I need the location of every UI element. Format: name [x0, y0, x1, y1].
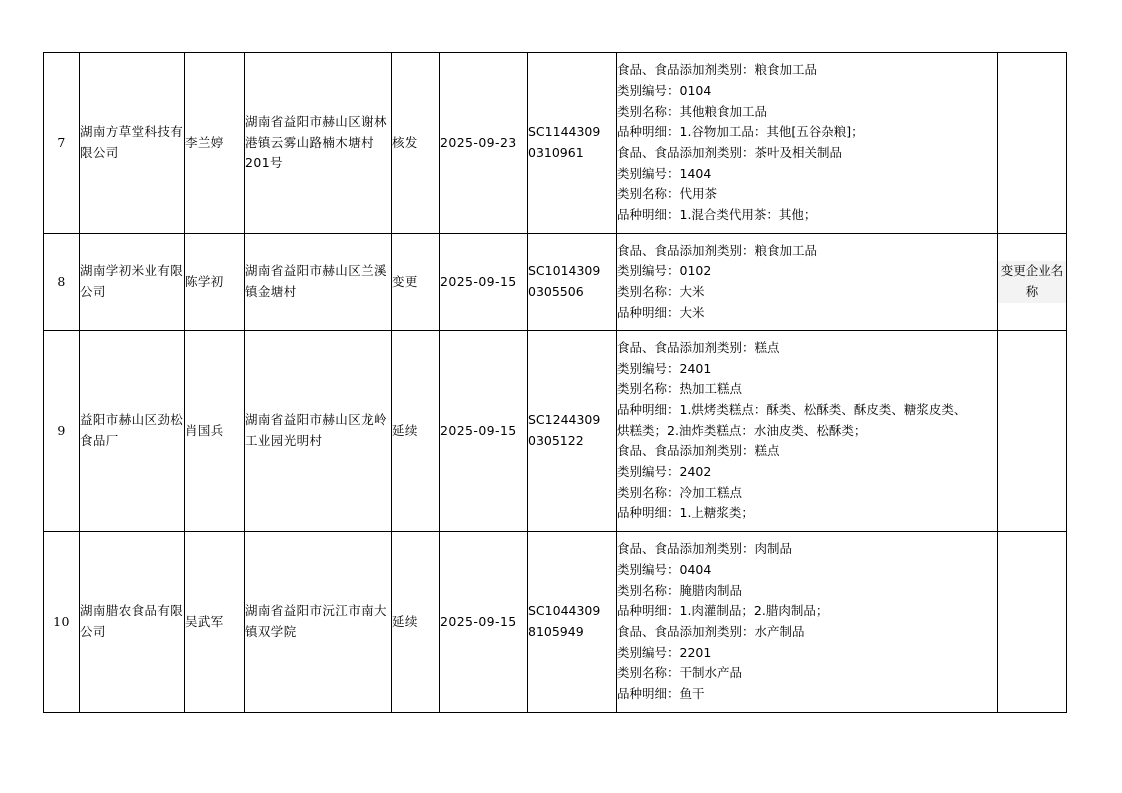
product-detail-line: 类别名称：代用茶: [617, 186, 718, 202]
license-table: [43, 52, 1067, 713]
issue-date-cell: [440, 53, 528, 234]
license-code-part: SC1044309: [528, 603, 601, 619]
product-detail-line: 类别编号：1404: [617, 165, 712, 181]
license-type-cell: [392, 53, 440, 234]
address-cell: [245, 331, 392, 532]
remarks-cell: [998, 532, 1067, 713]
row-number: 8: [57, 273, 66, 289]
legal-person-cell: [185, 532, 245, 713]
product-detail-line: 类别编号：0104: [617, 82, 712, 98]
legal-person-cell: [185, 331, 245, 532]
product-details-cell: [617, 234, 998, 331]
legal-person-cell: [185, 234, 245, 331]
product-detail-line: 类别名称：大米: [617, 284, 705, 299]
product-details-cell: [617, 532, 998, 713]
license-code-part: SC1144309: [528, 124, 601, 140]
legal-person: 李兰婷: [185, 134, 224, 150]
remarks-cell: [998, 331, 1067, 532]
product-detail-line: 烘糕类；2.油炸类糕点：水油皮类、松酥类；: [617, 422, 867, 438]
legal-person: 陈学初: [185, 273, 224, 289]
issue-date-cell: [440, 234, 528, 331]
product-detail-line: 食品、食品添加剂类别：水产制品: [617, 624, 805, 639]
table-body: [44, 53, 1067, 713]
company-cell: [80, 234, 185, 331]
company-name: 湖南方草堂科技有限公司: [80, 124, 184, 160]
product-detail-line: 食品、食品添加剂类别：糕点: [617, 443, 780, 459]
row-number: 10: [53, 613, 70, 629]
row-number: 7: [57, 134, 66, 150]
product-detail-line: 品种明细：1.混合类代用茶：其他；: [617, 207, 817, 223]
license-code-cell: [528, 331, 617, 532]
row-number-cell: [44, 532, 80, 713]
license-type: 核发: [392, 134, 418, 150]
table-row: [44, 234, 1067, 331]
license-type: 延续: [392, 422, 418, 438]
license-type: 变更: [392, 273, 418, 289]
address-cell: [245, 53, 392, 234]
company-name: 湖南学初米业有限公司: [80, 263, 184, 299]
table-row: [44, 532, 1067, 713]
license-code-part: 0310961: [528, 145, 584, 160]
product-detail-line: 品种明细：鱼干: [617, 686, 705, 702]
product-detail-line: 品种明细：1.谷物加工品：其他[五谷杂粮]；: [617, 124, 864, 140]
table-row: [44, 53, 1067, 234]
legal-person: 吴武军: [185, 613, 224, 629]
license-code-cell: [528, 234, 617, 331]
product-detail-line: 类别名称：腌腊肉制品: [617, 582, 743, 598]
issue-date: 2025-09-15: [440, 273, 517, 289]
production-address: 湖南省益阳市赫山区龙岭工业园光明村: [245, 412, 387, 448]
issue-date: 2025-09-15: [440, 422, 517, 438]
issue-date-cell: [440, 532, 528, 713]
product-detail-line: 类别名称：其他粮食加工品: [617, 103, 768, 119]
company-name: 湖南腊农食品有限公司: [80, 603, 184, 639]
company-cell: [80, 532, 185, 713]
product-detail-line: 食品、食品添加剂类别：茶叶及相关制品: [617, 145, 843, 160]
license-code-cell: [528, 532, 617, 713]
product-detail-line: 品种明细：1.上糖浆类；: [617, 505, 754, 521]
remarks-cell: [998, 53, 1067, 234]
product-detail-line: 食品、食品添加剂类别：肉制品: [617, 541, 793, 557]
row-number-cell: [44, 53, 80, 234]
license-code-part: 0305122: [528, 433, 584, 448]
license-code-cell: [528, 53, 617, 234]
row-number-cell: [44, 234, 80, 331]
production-address: 湖南省益阳市沅江市南大镇双学院: [245, 603, 387, 639]
product-detail-line: 类别编号：2201: [617, 644, 712, 660]
product-detail-line: 品种明细：1.烘烤类糕点：酥类、松酥类、酥皮类、糖浆皮类、: [617, 401, 967, 417]
legal-person: 肖国兵: [185, 422, 224, 438]
address-cell: [245, 532, 392, 713]
issue-date: 2025-09-15: [440, 613, 517, 629]
product-detail-line: 类别名称：热加工糕点: [617, 381, 743, 397]
product-detail-line: 食品、食品添加剂类别：粮食加工品: [617, 62, 818, 78]
product-detail-line: 品种明细：1.肉灌制品；2.腊肉制品；: [617, 603, 829, 619]
company-cell: [80, 331, 185, 532]
legal-person-cell: [185, 53, 245, 234]
remarks-cell: [998, 234, 1067, 331]
license-type-cell: [392, 331, 440, 532]
product-detail-line: 食品、食品添加剂类别：糕点: [617, 339, 780, 355]
product-detail-line: 食品、食品添加剂类别：粮食加工品: [617, 242, 818, 258]
row-number: 9: [57, 422, 66, 438]
product-detail-line: 类别编号：0404: [617, 561, 712, 577]
product-detail-line: 类别名称：冷加工糕点: [617, 484, 743, 500]
table-row: [44, 331, 1067, 532]
license-type-cell: [392, 234, 440, 331]
company-name: 益阳市赫山区劲松食品厂: [80, 412, 184, 448]
product-detail-line: 品种明细：大米: [617, 304, 705, 320]
license-code-part: SC1014309: [528, 263, 601, 279]
product-detail-line: 类别名称：干制水产品: [617, 665, 743, 681]
production-address: 湖南省益阳市赫山区兰溪镇金塘村: [245, 263, 387, 299]
product-detail-line: 类别编号：2401: [617, 360, 712, 376]
address-cell: [245, 234, 392, 331]
product-detail-line: 类别编号：2402: [617, 464, 712, 480]
company-cell: [80, 53, 185, 234]
issue-date-cell: [440, 331, 528, 532]
issue-date: 2025-09-23: [440, 134, 517, 150]
remark-text: 变更企业名称: [998, 261, 1066, 302]
license-code-part: 8105949: [528, 624, 584, 639]
license-code-part: 0305506: [528, 284, 584, 299]
row-number-cell: [44, 331, 80, 532]
product-details-cell: [617, 53, 998, 234]
license-code-part: SC1244309: [528, 412, 601, 428]
product-details-cell: [617, 331, 998, 532]
license-type-cell: [392, 532, 440, 713]
product-detail-line: 类别编号：0102: [617, 263, 712, 279]
production-address: 湖南省益阳市赫山区谢林港镇云雾山路楠木塘村201号: [245, 113, 387, 171]
license-type: 延续: [392, 613, 418, 629]
